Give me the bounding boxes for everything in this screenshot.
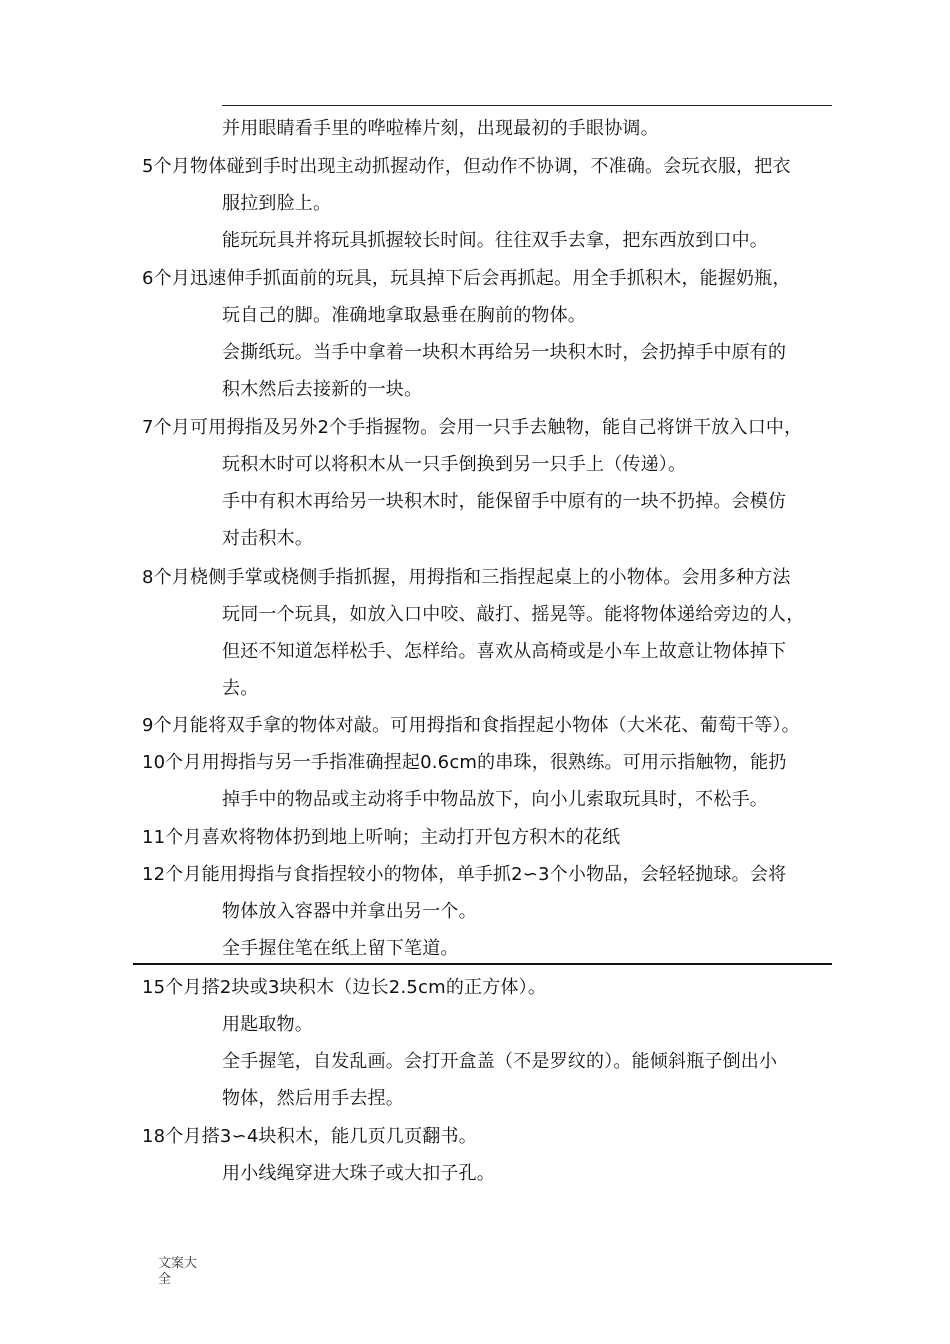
section-rule [133, 963, 832, 965]
text-line: 玩同一个玩具，如放入口中咬、敲打、摇晃等。能将物体递给旁边的人， [222, 604, 805, 625]
text-line: 全手握住笔在纸上留下笔道。 [222, 938, 459, 959]
text-line: 全手握笔，自发乱画。会打开盒盖（不是罗纹的）。能倾斜瓶子倒出小 [222, 1051, 778, 1072]
text-line: 物体放入容器中并拿出另一个。 [222, 901, 477, 922]
top-rule [222, 105, 832, 106]
text-line: 但还不知道怎样松手、怎样给。喜欢从高椅或是小车上故意让物体掉下 [222, 641, 787, 662]
text-line: 会撕纸玩。当手中拿着一块积木再给另一块积木时，会扔掉手中原有的 [222, 342, 787, 363]
text-line: 5个月物体碰到手时出现主动抓握动作，但动作不协调，不准确。会玩衣服，把衣 [142, 156, 791, 177]
text-line: 对击积木。 [222, 528, 313, 549]
text-line: 用匙取物。 [222, 1014, 313, 1035]
text-line: 9个月能将双手拿的物体对敲。可用拇指和食指捏起小物体（大米花、葡萄干等）。 [142, 715, 800, 736]
text-line: 11个月喜欢将物体扔到地上听响；主动打开包方积木的花纸 [142, 827, 621, 848]
text-line: 手中有积木再给另一块积木时，能保留手中原有的一块不扔掉。会模仿 [222, 491, 787, 512]
text-line: 积木然后去接新的一块。 [222, 379, 423, 400]
text-line: 7个月可用拇指及另外2个手指握物。会用一只手去触物，能自己将饼干放入口中， [142, 417, 803, 438]
text-line: 服拉到脸上。 [222, 193, 332, 214]
text-line: 玩积木时可以将积木从一只手倒换到另一只手上（传递）。 [222, 454, 687, 475]
text-line: 15个月搭2块或3块积木（边长2.5cm的正方体）。 [142, 977, 547, 998]
text-line: 18个月搭3∽4块积木，能几页几页翻书。 [142, 1126, 477, 1147]
text-line: 玩自己的脚。准确地拿取悬垂在胸前的物体。 [222, 305, 586, 326]
text-line: 8个月桡侧手掌或桡侧手指抓握，用拇指和三指捏起桌上的小物体。会用多种方法 [142, 567, 791, 588]
text-line: 10个月用拇指与另一手指准确捏起0.6cm的串珠，很熟练。可用示指触物，能扔 [142, 752, 787, 773]
text-line: 6个月迅速伸手抓面前的玩具，玩具掉下后会再抓起。用全手抓积木，能握奶瓶， [142, 268, 791, 289]
text-line: 去。 [222, 678, 259, 699]
text-line: 物体，然后用手去捏。 [222, 1088, 404, 1109]
text-line: 12个月能用拇指与食指捏较小的物体，单手抓2∽3个小物品，会轻轻抛球。会将 [142, 864, 787, 885]
text-line: 并用眼睛看手里的哗啦棒片刻，出现最初的手眼协调。 [222, 118, 659, 139]
footer-label: 文案大全 [158, 1256, 198, 1287]
text-line: 用小线绳穿进大珠子或大扣子孔。 [222, 1163, 495, 1184]
text-line: 能玩玩具并将玩具抓握较长时间。往往双手去拿，把东西放到口中。 [222, 230, 768, 251]
text-line: 掉手中的物品或主动将手中物品放下，向小儿索取玩具时，不松手。 [222, 789, 768, 810]
